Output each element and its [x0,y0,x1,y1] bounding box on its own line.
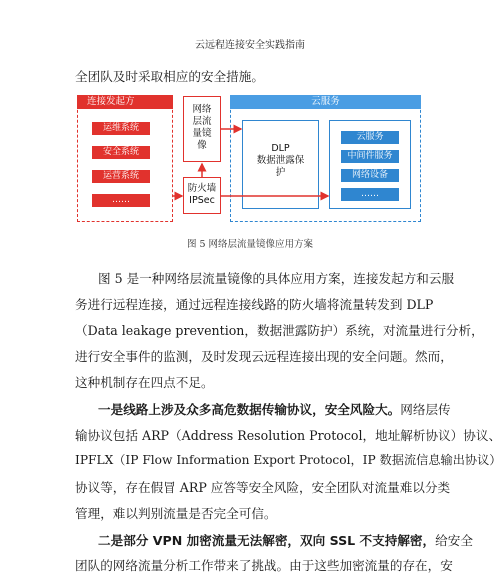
firewall-line: 防火墙 [187,183,217,194]
dlp-line: DLP [271,143,290,154]
mirror-line: 量镜 [192,128,212,139]
cloud-title: 云服务 [230,95,421,109]
initiator-item: 运营系统 [92,170,150,183]
intro-line: 全团队及时采取相应的安全措施。 [75,69,264,84]
cloud-item: 网络设备 [341,169,399,182]
para1-line: 务进行远程连接，通过远程连接线路的防火墙将流量转发到 DLP [75,297,434,312]
para1-line: 这种机制存在四点不足。 [75,375,214,390]
page-header: 云远程连接安全实践指南 [195,40,305,51]
para3-first-line [98,530,473,549]
para2-first-line [98,399,451,418]
mirror-line: 层流 [192,116,212,127]
initiator-title: 连接发起方 [77,95,173,109]
para1-line: 进行安全事件的监测，及时发现云远程连接出现的安全问题。然而， [75,349,453,364]
figure-caption: 图 5 网络层流量镜像应用方案 [186,239,314,250]
para1-line: 图 5 是一种网络层流量镜像的具体应用方案，连接发起方和云服 [98,271,455,286]
para2-line: 输协议包括 ARP（Address Resolution Protocol，地址解析协议）协议、 [75,428,501,443]
para3-cut-line: 团队的网络流量分析工作带来了挑战。由于这些加密流量的存在，安 [75,558,453,573]
para1-line: （Data leakage prevention，数据泄露防护）系统，对流量进行分析， [75,323,484,338]
cloud-item: 云服务 [341,131,399,144]
cloud-item: 中间件服务 [341,150,399,163]
dlp-line: 数据泄露保 [256,155,305,166]
initiator-item: 运维系统 [92,122,150,135]
para3-lead-rest: 给安全 [435,533,473,548]
cloud-item: …… [341,188,399,201]
initiator-item: …… [92,194,150,207]
initiator-item: 安全系统 [92,146,150,159]
para2-line: 管理，难以判别流量是否完全可信。 [75,506,277,521]
para3-lead: 二是部分 VPN 加密流量无法解密，双向 SSL 不支持解密， [98,533,436,548]
firewall-line: IPSec [189,195,215,206]
para2-lead-rest: 网络层传 [400,402,451,417]
para2-lead: 一是线路上涉及众多高危数据传输协议，安全风险大。 [98,402,401,417]
para2-line: 协议等，存在假冒 ARP 应答等安全风险，安全团队对流量难以分类 [75,480,451,495]
dlp-line: 护 [275,167,286,178]
para2-line: IPFLX（IP Flow Information Export Protocol，IP 数据流信息输出协议） [75,453,501,467]
mirror-line: 网络 [192,104,212,115]
mirror-line: 像 [197,140,207,151]
